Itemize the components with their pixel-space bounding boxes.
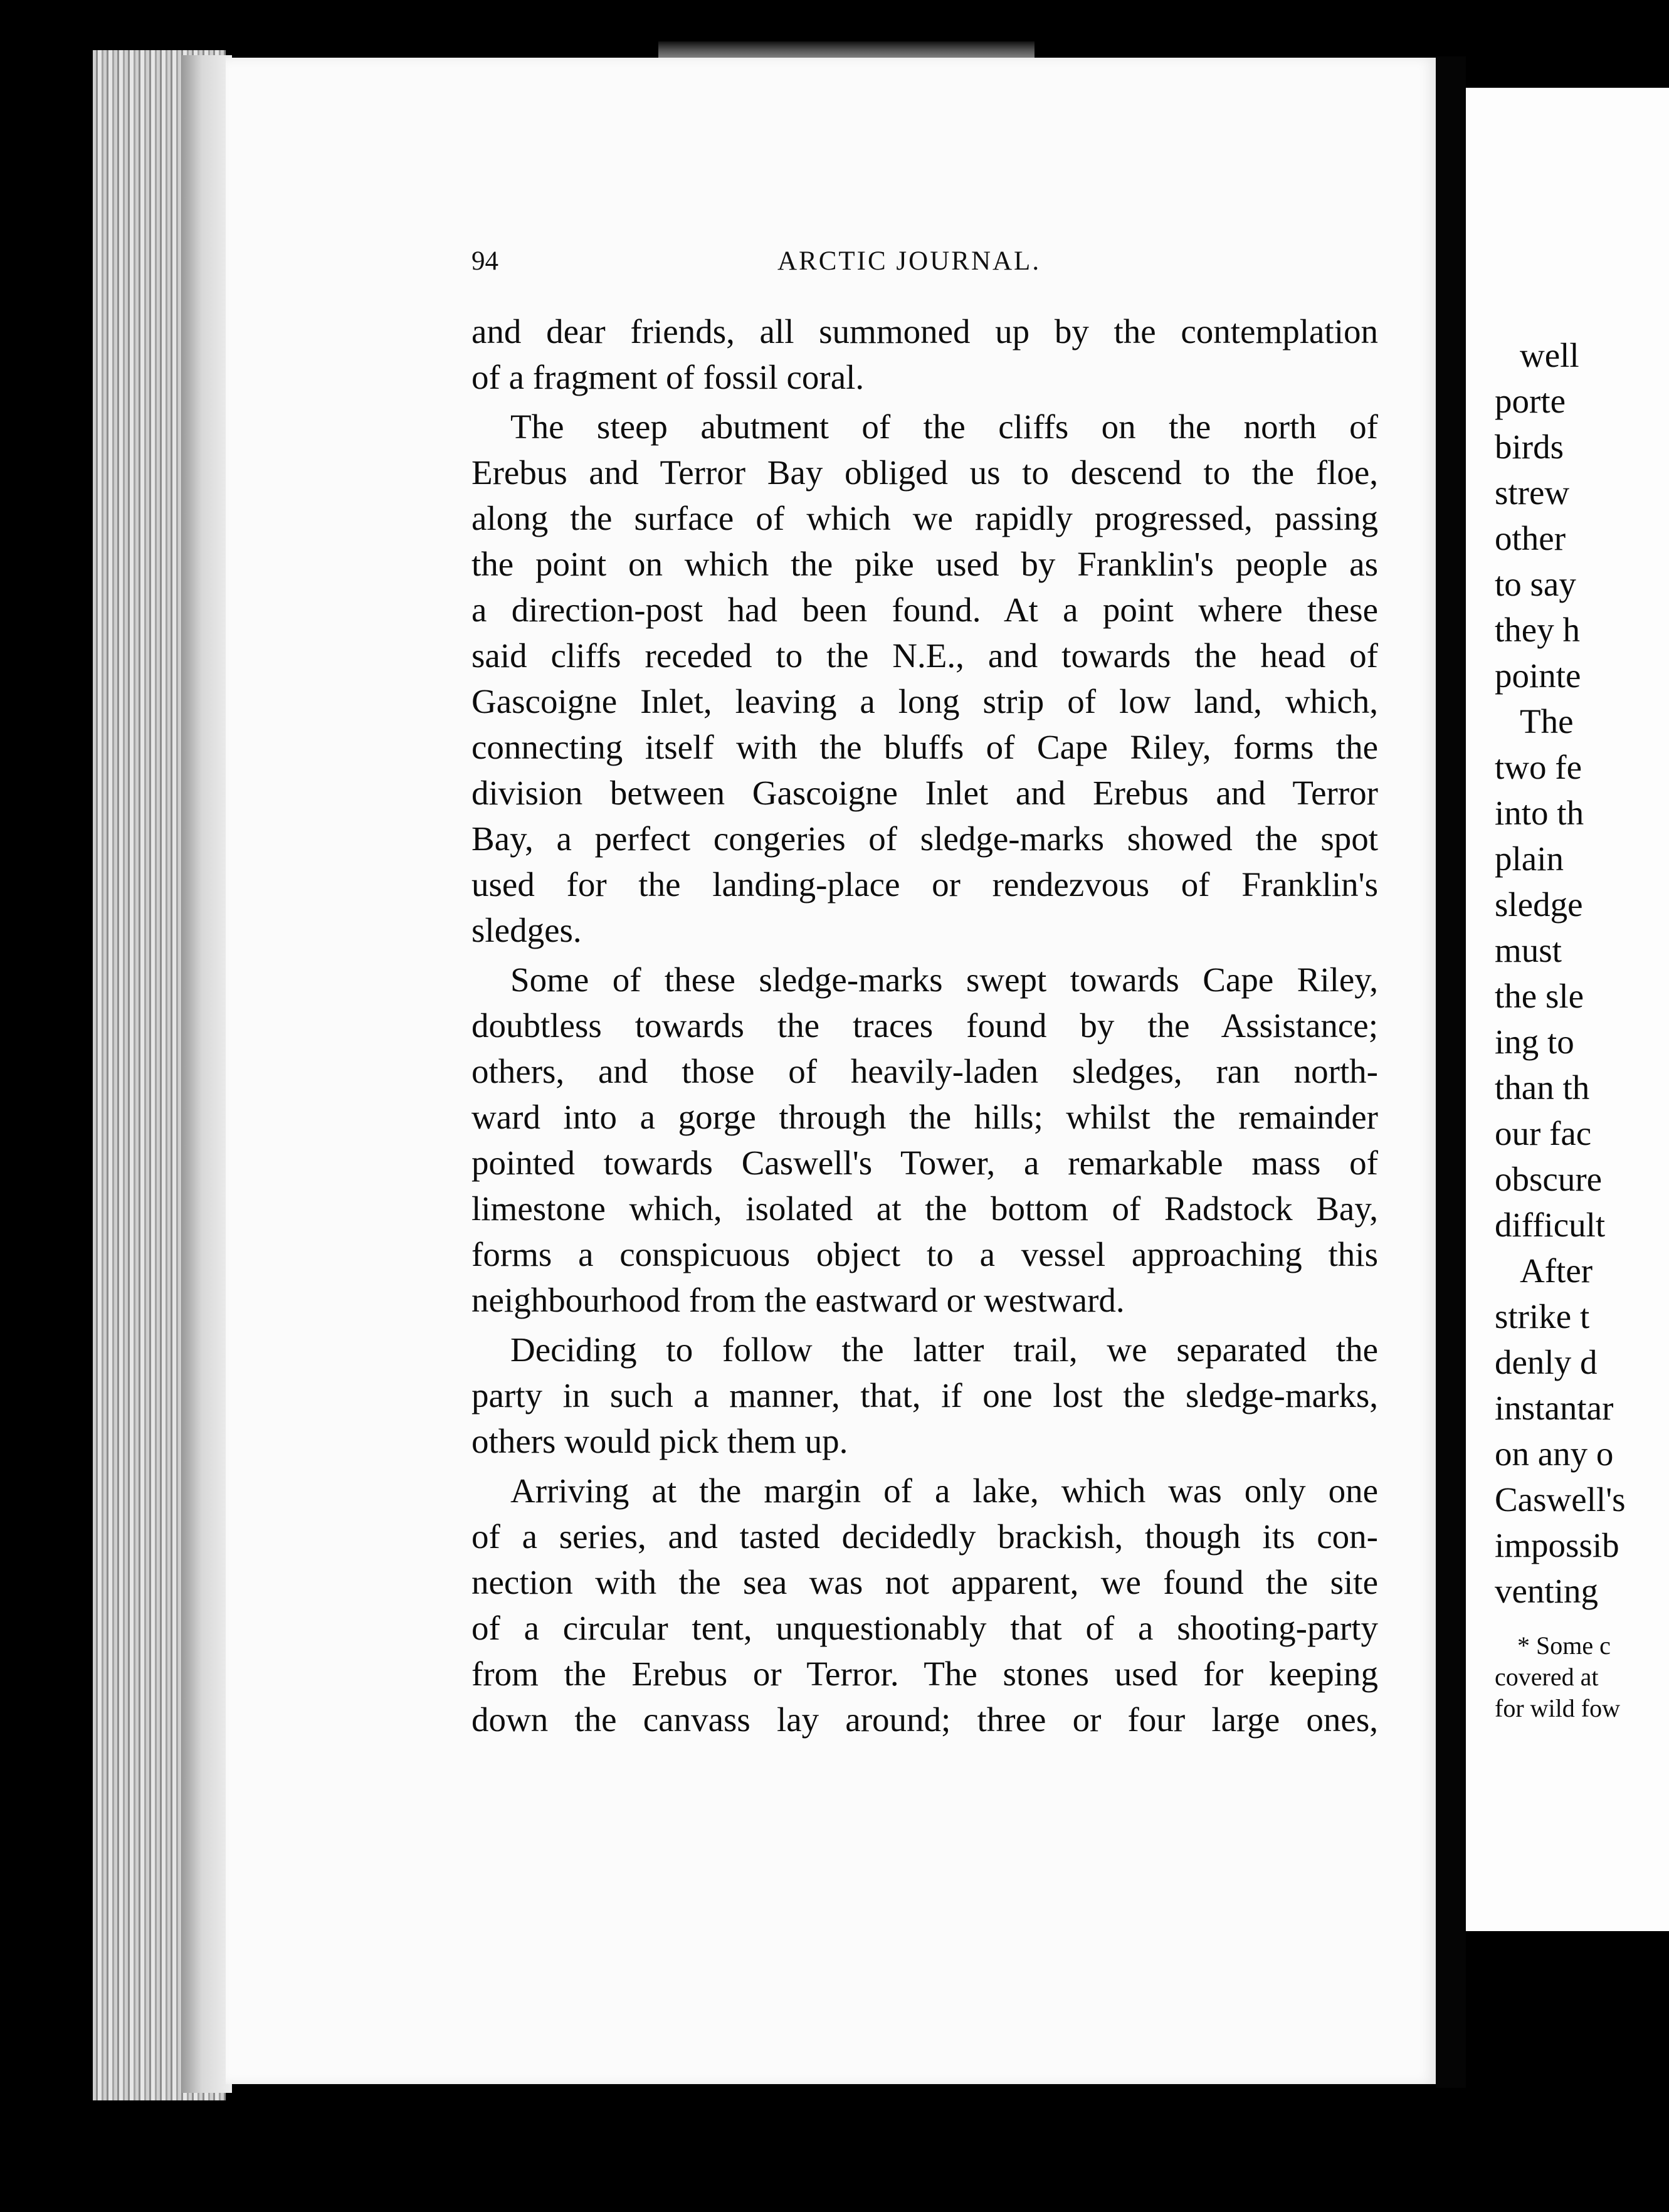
- facing-text-line: strew: [1495, 473, 1570, 512]
- facing-text-line: ing to: [1495, 1023, 1574, 1061]
- page-edge-shading: [182, 55, 232, 2093]
- footnote-line: for wild fow: [1495, 1694, 1620, 1722]
- facing-text-line: other: [1495, 519, 1566, 557]
- text-line: forms a conspicuous object to a vessel approaching this: [471, 1235, 1378, 1273]
- facing-text-line: well: [1520, 336, 1579, 374]
- facing-text-line: than th: [1495, 1068, 1590, 1107]
- text-line: ward into a gorge through the hills; whilst the remainder: [471, 1098, 1378, 1136]
- text-line: of a fragment of fossil coral.: [471, 358, 865, 396]
- text-line: nection with the sea was not apparent, we found the site: [471, 1563, 1378, 1601]
- facing-text-line: Caswell's: [1495, 1480, 1626, 1519]
- text-line: limestone which, isolated at the bottom of Radstock Bay,: [471, 1189, 1378, 1228]
- text-line: Gascoigne Inlet, leaving a long strip of low land, which,: [471, 682, 1378, 720]
- text-line: from the Erebus or Terror. The stones used for keeping: [471, 1655, 1378, 1693]
- text-line: party in such a manner, that, if one lost the sledge-marks,: [471, 1376, 1378, 1414]
- text-line: of a circular tent, unquestionably that of a shooting-party: [471, 1609, 1378, 1647]
- facing-text-line: After: [1520, 1251, 1593, 1290]
- facing-page-footnote: [1495, 1630, 1669, 1724]
- page-title: ARCTIC JOURNAL.: [777, 246, 1041, 276]
- top-binding-strip: [658, 41, 1035, 59]
- facing-text-line: they h: [1495, 611, 1580, 649]
- text-line: along the surface of which we rapidly progressed, passing: [471, 499, 1378, 537]
- text-line: of a series, and tasted decidedly brackish, though its con-: [471, 1517, 1378, 1556]
- facing-text-line: must: [1495, 931, 1562, 969]
- text-line: and dear friends, all summoned up by the contemplation: [471, 312, 1378, 350]
- facing-text-line: denly d: [1495, 1343, 1598, 1381]
- text-line: used for the landing-place or rendezvous of Franklin's: [471, 865, 1378, 903]
- text-line: division between Gascoigne Inlet and Erebus and Terror: [471, 774, 1378, 812]
- body-text: [471, 308, 1378, 1742]
- page-number: 94: [471, 246, 498, 276]
- facing-text-line: to say: [1495, 565, 1576, 603]
- facing-text-line: on any o: [1495, 1435, 1614, 1473]
- text-line: The steep abutment of the cliffs on the north of: [510, 408, 1378, 446]
- facing-text-line: into th: [1495, 794, 1584, 832]
- facing-text-line: sledge: [1495, 885, 1583, 924]
- text-line: down the canvass lay around; three or four large ones,: [471, 1700, 1378, 1739]
- facing-text-line: instantar: [1495, 1389, 1614, 1427]
- facing-text-line: pointe: [1495, 656, 1581, 695]
- facing-text-line: birds: [1495, 428, 1564, 466]
- facing-text-line: strike t: [1495, 1297, 1590, 1335]
- text-line: said cliffs receded to the N.E., and towards the head of: [471, 636, 1378, 675]
- facing-text-line: venting: [1495, 1572, 1598, 1610]
- facing-text-line: two fe: [1495, 748, 1582, 786]
- text-line: neighbourhood from the eastward or westward.: [471, 1281, 1125, 1319]
- text-line: others, and those of heavily-laden sledges, ran north-: [471, 1052, 1378, 1090]
- text-line: a direction-post had been found. At a point where these: [471, 591, 1378, 629]
- facing-text-line: the sle: [1495, 977, 1584, 1015]
- facing-text-line: The: [1520, 702, 1574, 740]
- text-line: Bay, a perfect congeries of sledge-marks showed the spot: [471, 819, 1378, 858]
- book-gutter: [1436, 56, 1466, 2088]
- text-line: doubtless towards the traces found by the Assistance;: [471, 1006, 1378, 1045]
- footnote-line: * Some c: [1517, 1631, 1611, 1660]
- facing-text-line: difficult: [1495, 1206, 1606, 1244]
- text-line: Erebus and Terror Bay obliged us to descend to the floe,: [471, 453, 1378, 492]
- facing-text-line: plain: [1495, 840, 1564, 878]
- text-line: Arriving at the margin of a lake, which was only one: [510, 1472, 1378, 1510]
- text-line: pointed towards Caswell's Tower, a remarkable mass of: [471, 1144, 1378, 1182]
- facing-text-line: porte: [1495, 382, 1566, 420]
- facing-text-line: obscure: [1495, 1160, 1603, 1198]
- text-line: sledges.: [471, 911, 582, 949]
- text-line: others would pick them up.: [471, 1422, 848, 1460]
- text-line: Deciding to follow the latter trail, we separated the: [510, 1330, 1378, 1369]
- facing-text-line: impossib: [1495, 1526, 1619, 1564]
- footnote-line: covered at: [1495, 1663, 1599, 1691]
- text-line: the point on which the pike used by Franklin's people as: [471, 545, 1378, 583]
- text-line: Some of these sledge-marks swept towards Cape Riley,: [510, 961, 1378, 999]
- facing-text-line: our fac: [1495, 1114, 1592, 1152]
- text-line: connecting itself with the bluffs of Cape Riley, forms the: [471, 728, 1378, 766]
- facing-page-text: [1495, 332, 1669, 1614]
- running-head: [471, 246, 1381, 286]
